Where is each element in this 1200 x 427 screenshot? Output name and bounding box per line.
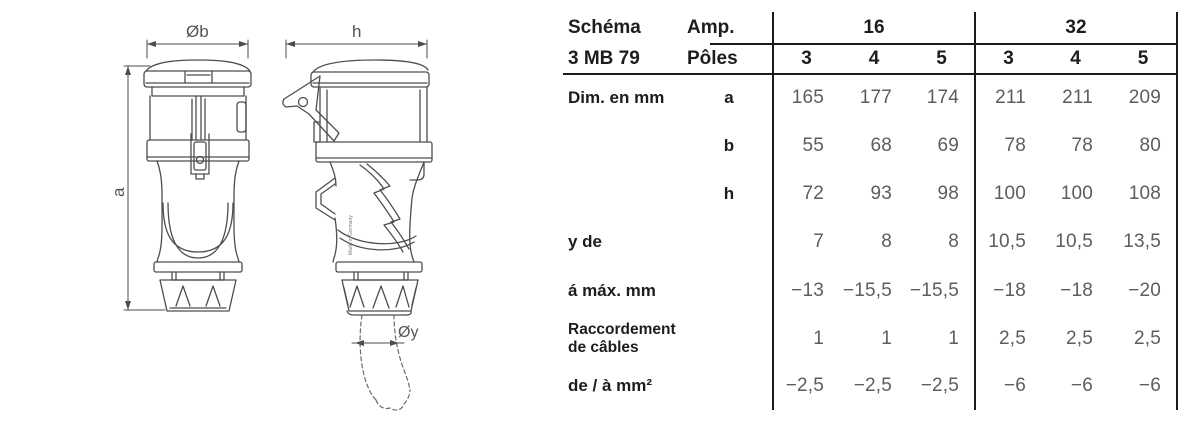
dim-label-h: h (352, 22, 362, 41)
table-value: −15,5 (909, 280, 959, 301)
connector-technical-drawing (0, 0, 540, 427)
table-value: 8 (881, 231, 892, 252)
table-value: 72 (802, 183, 824, 204)
table-value: 69 (937, 135, 959, 156)
table-value: 211 (995, 87, 1026, 108)
row-label: Raccordement de câbles (568, 321, 676, 356)
row-label (563, 170, 685, 218)
row-sublabel: b (723, 136, 735, 155)
row-label: Dim. en mm (568, 88, 665, 107)
dim-label-b: Øb (186, 22, 209, 41)
table-value: 98 (937, 183, 959, 204)
pole-col-header: 4 (868, 48, 880, 69)
table-value: 7 (813, 231, 824, 252)
table-value: 1 (948, 328, 959, 349)
table-value: 211 (1062, 87, 1093, 108)
row-sublabel (685, 316, 773, 362)
row-label: y de (568, 232, 603, 251)
row-label: de / à mm² (568, 376, 653, 395)
dim-label-a: a (109, 187, 128, 197)
table-value: 1 (813, 328, 824, 349)
amp-group-16: 16 (863, 17, 885, 38)
row-label: á máx. mm (568, 281, 656, 300)
table-rule-under-poles (563, 73, 1177, 75)
table-value: 100 (993, 183, 1026, 204)
table-value: 209 (1128, 87, 1161, 108)
table-rule-under-amp (710, 43, 1177, 45)
table-value: −20 (1128, 280, 1161, 301)
amp-group-32: 32 (1065, 17, 1087, 38)
amp-label: Amp. (687, 17, 735, 38)
table-value: −2,5 (785, 375, 824, 396)
pole-col-header: 5 (1137, 48, 1149, 69)
table-value: 10,5 (1055, 231, 1093, 252)
made-in-germany-microtext: Made in Germany (348, 215, 354, 255)
poles-label: Pôles (687, 48, 738, 69)
schema-value: 3 MB 79 (568, 48, 640, 69)
table-value: 2,5 (998, 328, 1026, 349)
table-value: 2,5 (1133, 328, 1161, 349)
row-sublabel (685, 218, 773, 266)
table-value: 78 (1004, 135, 1026, 156)
pole-col-header: 5 (936, 48, 947, 69)
table-value: −2,5 (853, 375, 892, 396)
table-value: 165 (791, 87, 824, 108)
row-label (563, 122, 685, 170)
table-value: 174 (926, 87, 959, 108)
table-value: −15,5 (842, 280, 892, 301)
table-value: 8 (948, 231, 959, 252)
table-value: 80 (1139, 135, 1161, 156)
table-value: −6 (1138, 375, 1161, 396)
table-value: 68 (870, 135, 892, 156)
pole-col-header: 3 (801, 48, 812, 69)
side-view (283, 60, 432, 315)
table-value: 13,5 (1123, 231, 1161, 252)
table-value: 100 (1060, 183, 1093, 204)
table-rule-vertical-right (1176, 12, 1178, 410)
row-sublabel (685, 362, 773, 410)
table-value: 78 (1071, 135, 1093, 156)
dim-label-y: Øy (398, 324, 419, 341)
table-value: 177 (859, 87, 892, 108)
table-value: 93 (870, 183, 892, 204)
table-value: −18 (993, 280, 1026, 301)
table-value: 108 (1128, 183, 1161, 204)
table-value: 2,5 (1065, 328, 1093, 349)
pole-col-header: 3 (1003, 48, 1014, 69)
table-value: −6 (1070, 375, 1093, 396)
table-value: −13 (791, 280, 824, 301)
dimension-table (563, 12, 1177, 410)
pole-col-header: 4 (1070, 48, 1081, 69)
table-value: −6 (1003, 375, 1026, 396)
table-value: −18 (1060, 280, 1093, 301)
table-value: −2,5 (920, 375, 959, 396)
front-view (144, 60, 251, 311)
row-sublabel: h (723, 184, 735, 203)
table-value: 55 (802, 135, 824, 156)
row-sublabel (685, 266, 773, 316)
table-value: 1 (881, 328, 892, 349)
table-rule-vertical-middle (974, 12, 976, 410)
schema-label: Schéma (568, 17, 641, 38)
table-value: 10,5 (988, 231, 1026, 252)
table-rule-vertical-left (772, 12, 774, 410)
row-sublabel: a (724, 88, 734, 107)
